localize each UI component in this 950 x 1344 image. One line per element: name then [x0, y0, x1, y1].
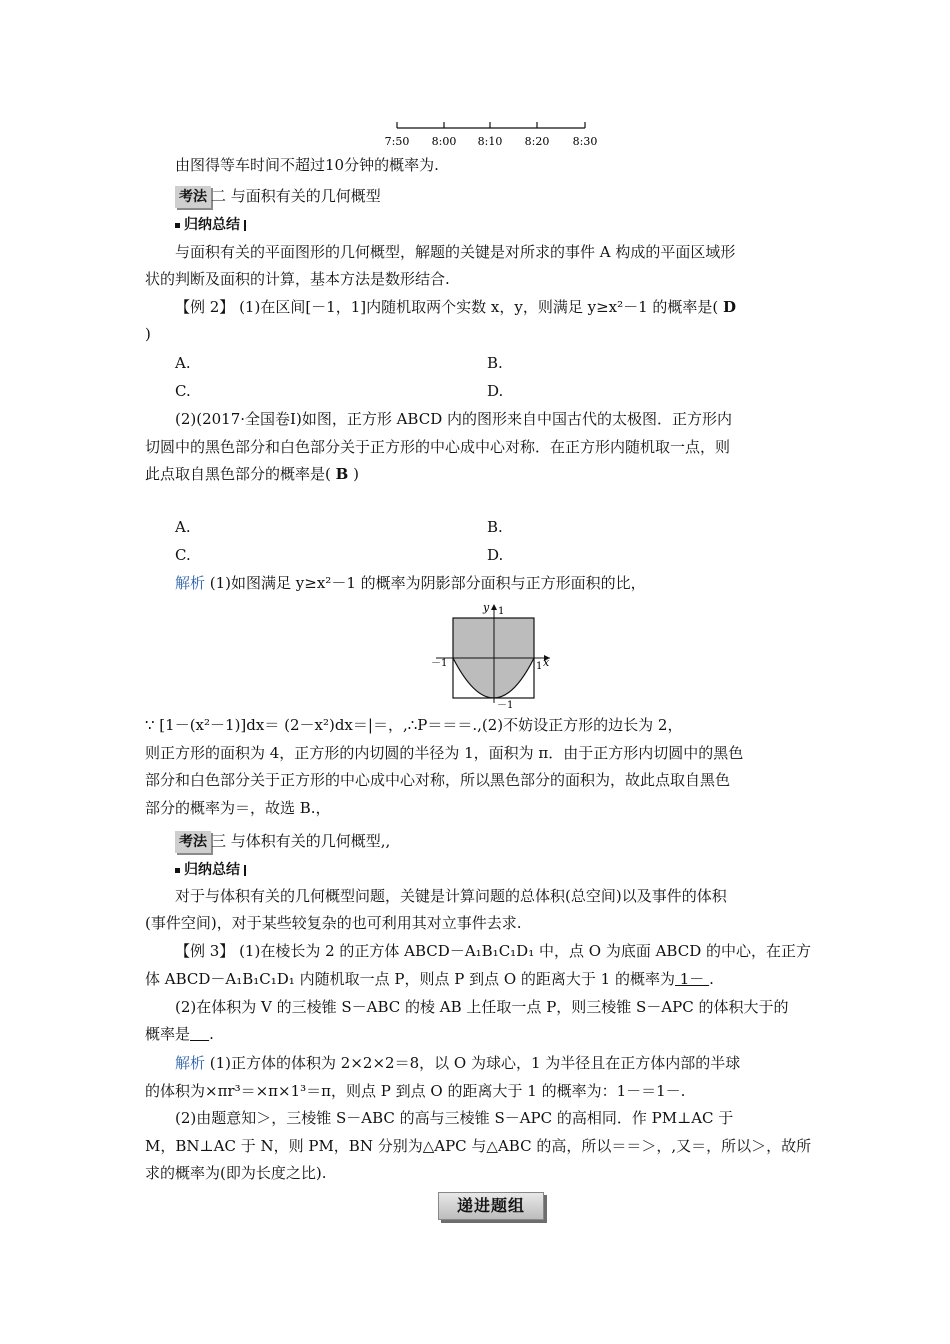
option-c: C. — [175, 382, 191, 400]
example-text: . — [709, 970, 714, 988]
summary-label: 归纳总结 — [184, 217, 240, 233]
tick-label: 8:10 — [477, 135, 503, 148]
option-a: A. — [175, 354, 191, 372]
text-line: 则正方形的面积为 4，正方形的内切圆的半径为 1，面积为 π．由于正方形内切圆中的黑色 — [145, 744, 744, 762]
tick-label: 1 — [536, 661, 543, 672]
timeline-figure — [380, 118, 610, 154]
example-text: . — [209, 1025, 214, 1043]
solution-3-intro — [175, 1052, 815, 1074]
example-text: 体 ABCD－A₁B₁C₁D₁ 内随机取一点 P，则点 P 到点 O 的距离大于 1 的概率为 — [145, 970, 675, 988]
tick-label: 8:00 — [431, 135, 457, 148]
option-b: B. — [487, 518, 503, 536]
summary-heading — [175, 213, 246, 235]
parabola-figure — [428, 600, 558, 710]
example-text: 此点取自黑色部分的概率是( — [145, 465, 336, 483]
example-2-part1 — [175, 296, 815, 318]
square-bullet-icon — [175, 868, 180, 873]
solution-1-intro — [175, 572, 815, 594]
solution-text: (1)正方体的体积为 2×2×2＝8，以 O 为球心，1 为半径且在正方体内部的半球 — [205, 1054, 741, 1072]
summary-heading — [175, 858, 246, 880]
text-line: M，BN⊥AC 于 N，则 PM，BN 分别为△APC 与△ABC 的高，所以＝＝＞，,又＝，所以＞，故所 — [145, 1137, 812, 1155]
text-line: 【例 3】 (1)在棱长为 2 的正方体 ABCD－A₁B₁C₁D₁ 中，点 O 为底面 ABCD 的中心，在正方 — [175, 942, 812, 960]
tick-label: －1 — [497, 700, 514, 710]
kaofa-heading-2 — [175, 185, 381, 207]
summary-label: 归纳总结 — [184, 862, 240, 878]
kaofa-label: 考法 — [175, 186, 211, 208]
bar-icon — [244, 220, 246, 231]
answer: B — [335, 465, 349, 483]
section-banner: 递进题组 — [438, 1192, 544, 1220]
text-line: 部分的概率为＝，故选 B.， — [145, 799, 331, 817]
text-line: 与面积有关的平面图形的几何概型，解题的关键是对所求的事件 A 构成的平面区域形 — [175, 243, 736, 261]
option-c: C. — [175, 546, 191, 564]
text-line: 状的判断及面积的计算，基本方法是数形结合. — [145, 270, 450, 288]
answer-blank — [190, 1025, 209, 1043]
tick-label: 7:50 — [384, 135, 410, 148]
text-line: 对于与体积有关的几何概型问题，关键是计算问题的总体积(总空间)以及事件的体积 — [175, 887, 727, 905]
axis-label-x: x — [543, 656, 550, 669]
text-line: 的体积为×πr³＝×π×1³＝π，则点 P 到点 O 的距离大于 1 的概率为：1－＝1－. — [145, 1082, 686, 1100]
kaofa-title: 二 与面积有关的几何概型 — [211, 187, 381, 205]
jiexi-label: 解析 — [175, 1054, 206, 1072]
kaofa-heading-3 — [175, 830, 390, 852]
tick-label: －1 — [431, 658, 448, 669]
example-text: 【例 2】 (1)在区间[－1，1]内随机取两个实数 x，y，则满足 y≥x²－1 的概率是( — [175, 298, 724, 316]
tick-label: 8:20 — [524, 135, 550, 148]
example-2-part2-end — [145, 463, 815, 485]
example-text: ) — [348, 465, 359, 483]
answer-blank: 1－ — [675, 970, 710, 988]
text-line: (2)(2017·全国卷Ⅰ)如图，正方形 ABCD 内的图形来自中国古代的太极图．正方形内 — [175, 410, 732, 428]
text-line: ∵ [1－(x²－1)]dx＝ (2－x²)dx＝|＝，,∴P＝＝＝.,(2)不妨设正方形的边长为 2， — [145, 716, 683, 734]
tick-label: 8:30 — [572, 135, 598, 148]
answer: D — [723, 298, 737, 316]
text-line: (2)在体积为 V 的三棱锥 S－ABC 的棱 AB 上任取一点 P，则三棱锥 S－APC 的体积大于的 — [175, 998, 789, 1016]
text-line: ) — [145, 325, 151, 343]
example-3-part1-end — [145, 968, 815, 990]
bar-icon — [244, 865, 246, 876]
option-a: A. — [175, 518, 191, 536]
option-b: B. — [487, 354, 503, 372]
tick-label: 1 — [498, 606, 505, 617]
text-line: (2)由题意知＞，三棱锥 S－ABC 的高与三棱锥 S－APC 的高相同．作 PM⊥AC 于 — [175, 1109, 734, 1127]
kaofa-label: 考法 — [175, 831, 211, 853]
jiexi-label: 解析 — [175, 574, 206, 592]
axis-label-y: y — [483, 601, 490, 614]
solution-text: (1)如图满足 y≥x²－1 的概率为阴影部分面积与正方形面积的比， — [205, 574, 646, 592]
example-3-part2-end — [145, 1023, 815, 1045]
kaofa-title: 三 与体积有关的几何概型,, — [211, 832, 391, 850]
example-text: 概率是 — [145, 1025, 191, 1043]
square-bullet-icon — [175, 223, 180, 228]
option-d: D. — [487, 382, 504, 400]
text-line: (事件空间)，对于某些较复杂的也可利用其对立事件去求. — [145, 914, 522, 932]
text-line: 由图得等车时间不超过10分钟的概率为. — [175, 156, 439, 174]
text-line: 切圆中的黑色部分和白色部分关于正方形的中心成中心对称．在正方形内随机取一点，则 — [145, 438, 731, 456]
text-line: 部分和白色部分关于正方形的中心成中心对称，所以黑色部分的面积为，故此点取自黑色 — [145, 771, 731, 789]
option-d: D. — [487, 546, 504, 564]
text-line: 求的概率为(即为长度之比). — [145, 1164, 327, 1182]
